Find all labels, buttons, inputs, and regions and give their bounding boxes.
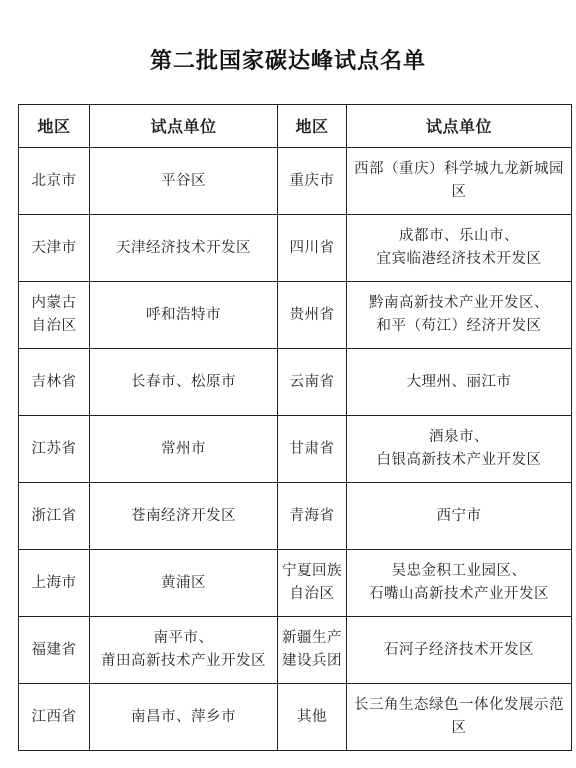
cell-text-line: 长春市、松原市 xyxy=(131,373,236,390)
region-cell xyxy=(278,148,347,215)
table-row xyxy=(19,416,572,483)
pilot-unit-cell xyxy=(347,282,572,349)
cell-text-line: 宁夏回族 xyxy=(282,563,342,579)
cell-text-line: 建设兵团 xyxy=(282,653,342,669)
cell-text-line: 西部（重庆）科学城九龙新城园区 xyxy=(354,161,564,200)
region-cell xyxy=(19,416,90,483)
pilot-unit-cell xyxy=(90,684,278,751)
cell-text-line: 浙江省 xyxy=(31,507,77,524)
region-cell xyxy=(19,349,90,416)
header-region-1: 地区 xyxy=(19,105,90,148)
cell-text-line: 天津经济技术开发区 xyxy=(116,239,251,256)
pilot-unit-cell xyxy=(347,416,572,483)
pilot-unit-cell xyxy=(90,215,278,282)
region-cell xyxy=(278,215,347,282)
cell-text-line: 自治区 xyxy=(31,318,77,334)
cell-text-line: 黄浦区 xyxy=(161,574,206,591)
cell-text-line: 北京市 xyxy=(31,172,77,189)
cell-text-line: 青海省 xyxy=(289,507,335,524)
pilot-unit-cell xyxy=(90,416,278,483)
cell-text-line: 吴忠金积工业园区、 xyxy=(391,563,527,579)
pilot-unit-cell xyxy=(347,349,572,416)
region-cell xyxy=(19,483,90,550)
cell-text-line: 宜宾临港经济技术开发区 xyxy=(376,251,542,267)
table-header-row xyxy=(19,105,572,148)
cell-text-line: 自治区 xyxy=(289,586,335,602)
header-unit-1: 试点单位 xyxy=(90,105,278,148)
pilot-unit-cell xyxy=(347,483,572,550)
table-row xyxy=(19,483,572,550)
cell-text-line: 天津市 xyxy=(31,239,77,256)
table-row xyxy=(19,617,572,684)
cell-text-line: 大理州、丽江市 xyxy=(406,373,512,390)
table-row xyxy=(19,550,572,617)
cell-text-line: 重庆市 xyxy=(289,172,335,189)
region-cell xyxy=(19,550,90,617)
region-cell xyxy=(278,416,347,483)
region-cell xyxy=(19,684,90,751)
region-cell xyxy=(278,550,347,617)
cell-text-line: 西宁市 xyxy=(436,507,482,524)
pilot-unit-cell xyxy=(90,349,278,416)
table-row xyxy=(19,349,572,416)
cell-text-line: 平谷区 xyxy=(161,172,206,189)
region-cell xyxy=(278,617,347,684)
region-cell xyxy=(278,483,347,550)
page-title: 第二批国家碳达峰试点名单 xyxy=(149,48,426,74)
cell-text-line: 云南省 xyxy=(289,373,335,390)
region-cell xyxy=(19,282,90,349)
cell-text-line: 新疆生产 xyxy=(282,630,342,646)
pilot-unit-cell xyxy=(347,148,572,215)
pilot-unit-cell xyxy=(347,617,572,684)
cell-text-line: 甘肃省 xyxy=(289,440,335,457)
cell-text-line: 和平（苟江）经济开发区 xyxy=(376,318,542,334)
cell-text-line: 江苏省 xyxy=(31,440,77,457)
cell-text-line: 石嘴山高新技术产业开发区 xyxy=(369,586,549,602)
cell-text-line: 贵州省 xyxy=(289,306,335,323)
cell-text-line: 江西省 xyxy=(31,708,77,725)
cell-text-line: 长三角生态绿色一体化发展示范区 xyxy=(354,697,564,736)
table-row xyxy=(19,282,572,349)
pilot-unit-cell xyxy=(90,148,278,215)
cell-text-line: 四川省 xyxy=(289,239,335,256)
region-cell xyxy=(278,349,347,416)
pilot-unit-cell xyxy=(90,617,278,684)
table-row xyxy=(19,148,572,215)
header-unit-2: 试点单位 xyxy=(347,105,572,148)
cell-text-line: 黔南高新技术产业开发区、 xyxy=(369,295,549,311)
cell-text-line: 常州市 xyxy=(161,440,206,457)
pilot-unit-cell xyxy=(90,483,278,550)
cell-text-line: 莆田高新技术产业开发区 xyxy=(101,653,266,669)
cell-text-line: 呼和浩特市 xyxy=(146,306,221,323)
table-row xyxy=(19,215,572,282)
cell-text-line: 苍南经济开发区 xyxy=(131,507,236,524)
table-body xyxy=(19,148,572,751)
cell-text-line: 其他 xyxy=(297,708,327,725)
table-row xyxy=(19,684,572,751)
pilot-unit-cell xyxy=(347,215,572,282)
region-cell xyxy=(278,684,347,751)
cell-text-line: 吉林省 xyxy=(31,373,77,390)
pilot-unit-cell xyxy=(347,550,572,617)
pilot-unit-cell xyxy=(90,550,278,617)
pilot-list-table xyxy=(18,104,572,751)
region-cell xyxy=(19,215,90,282)
cell-text-line: 酒泉市、 xyxy=(429,429,489,445)
region-cell xyxy=(19,617,90,684)
cell-text-line: 福建省 xyxy=(31,641,77,658)
cell-text-line: 内蒙古 xyxy=(31,295,77,311)
region-cell xyxy=(19,148,90,215)
header-region-2: 地区 xyxy=(278,105,347,148)
cell-text-line: 白银高新技术产业开发区 xyxy=(376,452,542,468)
cell-text-line: 南平市、 xyxy=(153,630,214,646)
cell-text-line: 成都市、乐山市、 xyxy=(399,228,519,244)
cell-text-line: 上海市 xyxy=(31,574,77,591)
region-cell xyxy=(278,282,347,349)
cell-text-line: 南昌市、萍乡市 xyxy=(131,708,236,725)
cell-text-line: 石河子经济技术开发区 xyxy=(384,641,534,658)
pilot-unit-cell xyxy=(90,282,278,349)
pilot-unit-cell xyxy=(347,684,572,751)
